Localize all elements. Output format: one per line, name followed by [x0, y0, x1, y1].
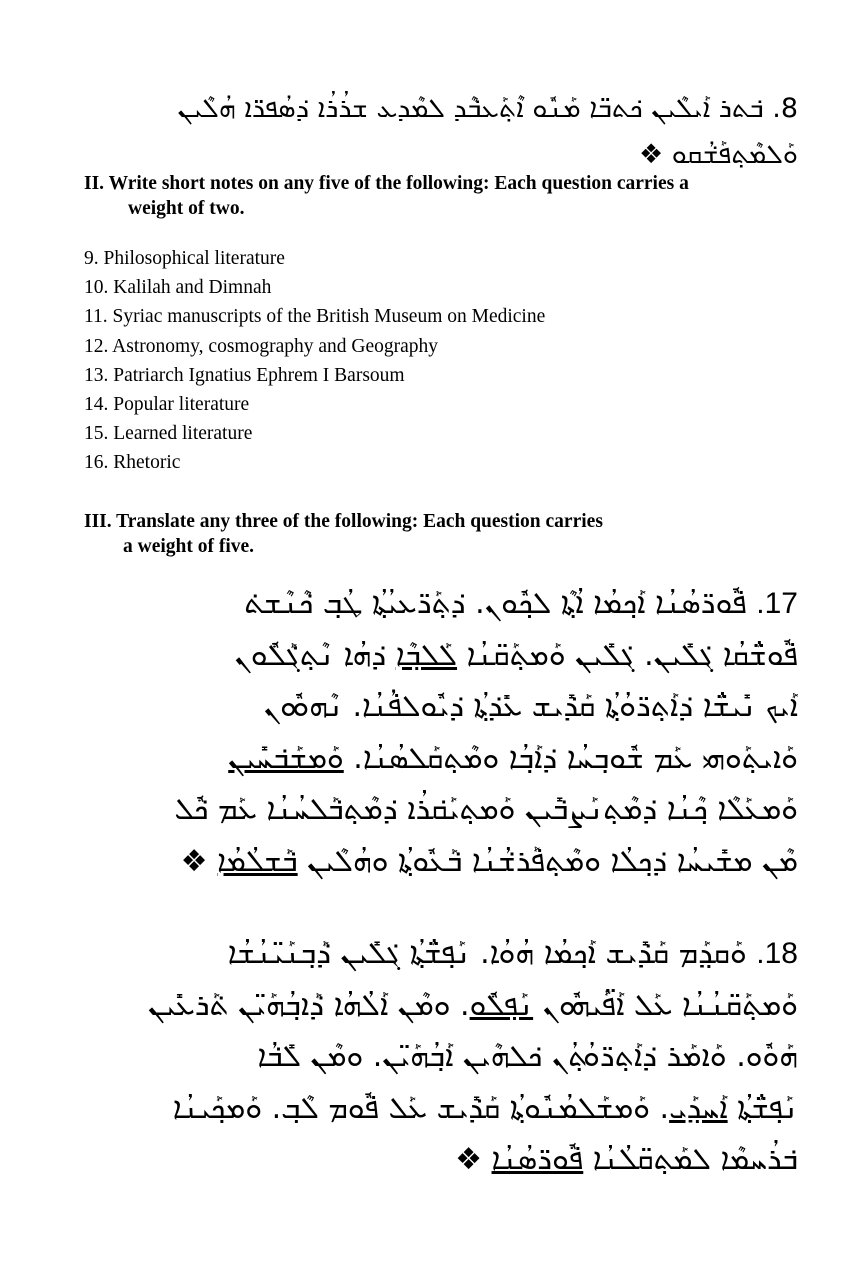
list-item: 9. Philosophical literature: [84, 248, 285, 269]
question-17-line-4: [84, 733, 798, 785]
underlined-word: ܘܰܡܫܰܒ݁ܚܺܝܢ: [228, 740, 344, 776]
question-17-line-5: ܘܰܡܥܰܠܶܐ ܟ݂ܶܢܳܐ ܕ݁ܡܶܬ݂ܢܰܨܒ݁ܺܝܢ ܘܰܡܬ݂ܝܰܩ݁ܪܳܐ ܕ݁ܡܶܬ݂ܒ݁ܰܠܚܳܢܳܐ ܥܰܡ ܟ݁ܽܠ: [174, 792, 798, 827]
syriac-text: ܘܰܡܬ݂ܰܩ̈ܢܳܢܳܐ ܥܰܠ ܐܰܦ̈ܰܝܗܽܘܢ: [533, 987, 798, 1023]
syriac-text: ܢܰܦ݂ܫ̈ܳܬ݂ܳܐ: [727, 1090, 798, 1126]
question-17-line-2: [84, 630, 798, 682]
question-18-line-3: ܗܰܘܽܘ. ܘܰܐܡܰܪ ܕ݁ܐܰܬ݂ܪ̈ܘܳܬ݂ܳܢ ܟ݁ܠܗܶܝܢ ܐܰܒ݂ܳܗܰܝ̈ܢ. ܘܡܶܢ ܠܺܒ݁ܳܐ: [257, 1039, 798, 1074]
question-17-line-1: [84, 578, 798, 630]
question-18-line-5: [84, 1134, 798, 1186]
underlined-word: ܦ݁ܽܘܪ̈ܣܳܢܳܐ: [491, 1142, 584, 1177]
section-3-heading-line-2: a weight of five.: [123, 536, 255, 557]
syriac-text: ❖: [180, 843, 218, 879]
list-item: 12. Astronomy, cosmography and Geography: [84, 335, 439, 357]
syriac-text: ܘܰܩܕ݂ܰܡ ܩܰܕ݁ܺܝܫ ܐܰܟ݂ܡܳܐ ܗܳܘܳܐ. ܢܰܦ݂ܫ̈ܳܬ݂ܳܐ ܓ݁ܠܺܝܢ ܕ݁ܰܒ݂ܢܰܝ̈ܢܳܫܳܐ: [227, 936, 747, 971]
question-number: 17.: [756, 587, 798, 620]
syriac-text: ܦ݁ܽܘܫ̈ܳܩܳܐ ܓ݁ܠܺܝܢ. ܓ݁ܠܺܝܢ ܘܰܡܬ݂ܰܩ̈ܢܳܐ: [457, 637, 798, 673]
list-item: 13. Patriarch Ignatius Ephrem I Barsoum: [84, 364, 405, 386]
list-item: 10. Kalilah and Dimnah: [84, 277, 272, 299]
question-8-line-1: 8. ܒ݁ܬܪ ܐܰܝܠܶܝܢ ܟ݁ܬܒ̈ܐ ܡܰܢܽܘ ܐܶܬ݂ܰܥܒ݁ܶܕ ܠܡܶܕܥ ܫܪܳܪܳܐ ܕ݁ܣܳܦܪ̈ܐ ܗܳܠܶܝܢ: [177, 93, 798, 124]
question-18-line-1: [84, 928, 798, 980]
question-8: [130, 86, 798, 178]
syriac-text: ܘܰܐܝܬ݂ܰܘܗܝ ܥܰܡ ܫܽܘܒ݂ܚܳܐ ܕ݁ܐܰܒ݂ܳܐ ܘܡܶܬ݂ܩܰܠܣܳܢܳܐ.: [343, 740, 798, 776]
syriac-text: ❖: [455, 1142, 492, 1177]
short-notes-list: [84, 244, 804, 478]
list-item: 14. Popular literature: [84, 394, 250, 416]
question-17-line-6: [84, 836, 798, 888]
question-8-line-2: ܘܰܠܡܶܬ݂ܦܰܫ݁ܳܩܘ ❖: [638, 139, 798, 170]
section-2-heading-line-1: II. Write short notes on any five of the following: Each question carries a: [84, 173, 689, 194]
underlined-word: ܠܰܠܒ݂ܶܐ: [395, 637, 458, 673]
syriac-text: . ܘܰܡܫܰܠܡܳܢܽܘܬ݂ܳܐ ܩܰܕ݁ܺܝܫ ܥܰܠ ܦ݁ܽܘܡ ܠܶܒ݂. ܘܰܡܟ݂ܰܝܢܳܐ: [172, 1090, 670, 1126]
question-number: 18.: [756, 937, 798, 970]
section-3-heading-line-1: III. Translate any three of the following: Each question carries: [84, 511, 603, 532]
syriac-text: ܕ݁ܗܳܐ ܢܶܬ݂ܓ݁ܰܠܽܘܢ: [234, 637, 396, 673]
section-3-heading: [84, 509, 804, 559]
list-item: 11. Syriac manuscripts of the British Museum on Medicine: [84, 306, 546, 328]
list-item: 15. Learned literature: [84, 423, 253, 445]
list-item: 16. Rhetoric: [84, 452, 181, 474]
syriac-text: . ܘܡܶܢ ܐܰܠܳܗܳܐ ܕ݁ܰܐܒ݂ܳܗܰܝ̈ܢ ܬ݁ܰܪܥܺܝܢ: [148, 987, 470, 1023]
syriac-text: ܒ݁ܪܳܚܡܶܐ ܠܡܰܬ݂ܩ̈ܠܳܢܳܐ: [583, 1142, 798, 1177]
syriac-text: ܦ݁ܽܘܪ̈ܣܳܢܳܐ ܐܰܟ݂ܡܳܐ ܐܳܬ݂ܶܐ ܠܟ݂ܽܘܢ. ܕ݁ܬ݂ܰܪ̈ܥܝܳܬ݂ܳܐ ܛܳܒ݂ ܟ݁ܶܢܶܫܬ݁: [244, 586, 747, 621]
syriac-text: ܡܶܢ ܡܫܺܝܚܳܐ ܕ݁ܟ݂ܠܳܐ ܘܡܶܬ݂ܦ݁ܰܪܫ݁ܳܢܳܐ ܒ݁ܰܥܽܘܬ݂ܳܐ ܘܗܳܠܶܝܢ: [297, 843, 798, 879]
section-2-heading-line-2: weight of two.: [128, 198, 245, 219]
underlined-word: ܒ݁ܰܫܠܳܡܳܐ: [217, 843, 298, 879]
question-18-line-2: [84, 980, 798, 1032]
underlined-word: ܢܰܦ݂ܠܽܘ: [469, 987, 534, 1023]
underlined-word: ܐܰܚܕ݂ܰܝ: [669, 1090, 728, 1126]
section-2-heading: [84, 171, 804, 221]
question-17: [84, 578, 798, 887]
question-18: [84, 928, 798, 1186]
question-17-line-3: ܐܰܝܟ ܢܺܝܫ̈ܳܐ ܕ݁ܐܰܬ݂ܪ̈ܘܳܬ݂ܳܐ ܩܰܕ݁ܺܝܫ ܥܺܕ݁ܬ݂ܳܐ ܕ݁ܝܽܘܠܦ݁ܳܢܳܐ. ܢܶܗܘܽܘܢ: [263, 689, 798, 724]
question-18-line-4: [84, 1083, 798, 1135]
